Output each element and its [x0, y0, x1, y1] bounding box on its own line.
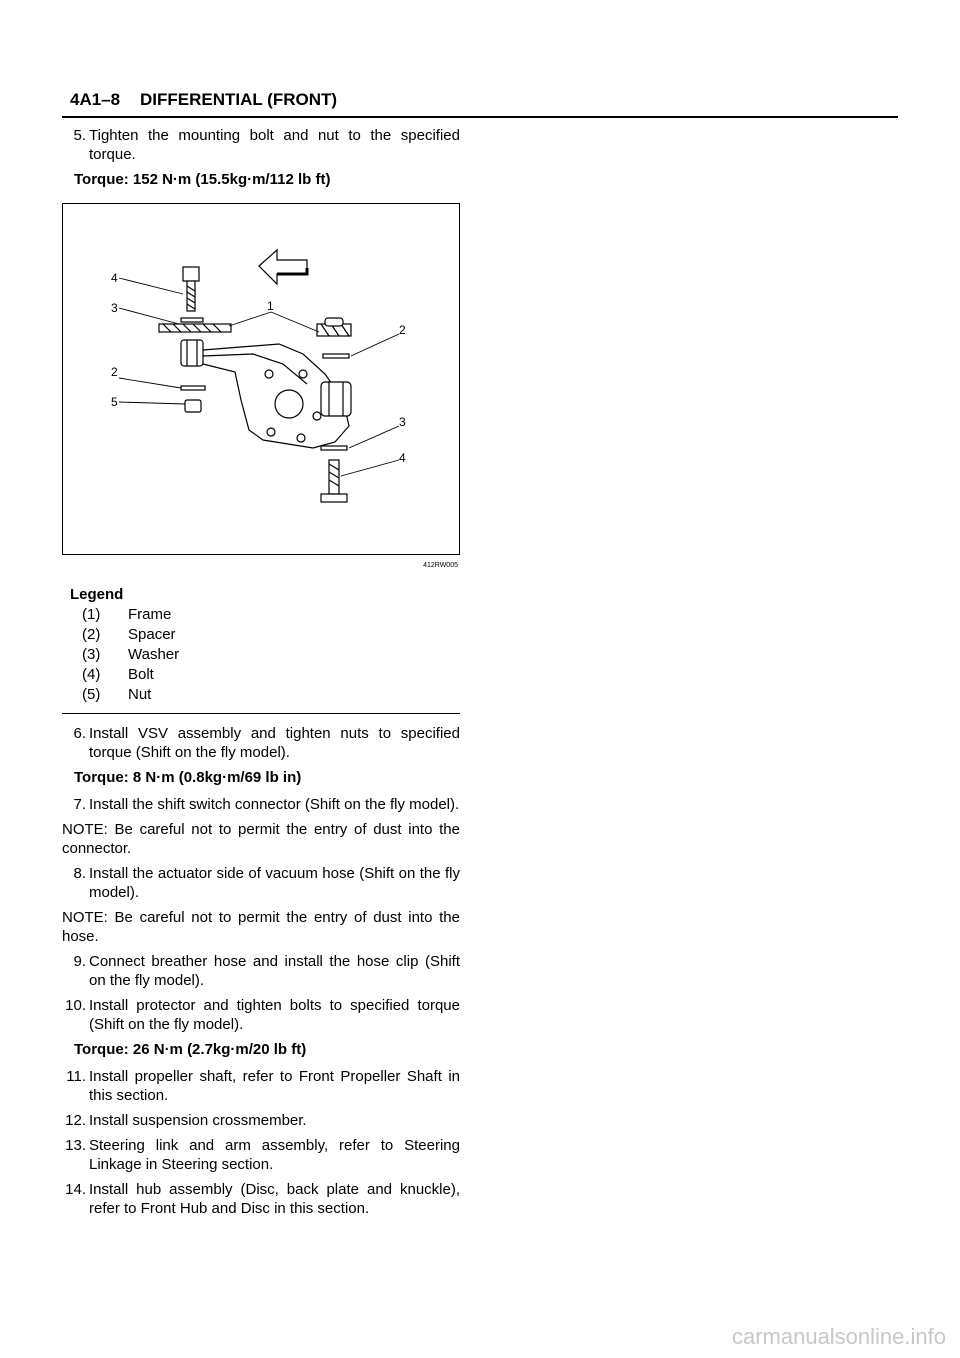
step-number: 9.	[73, 953, 86, 970]
mounting-illustration	[63, 204, 459, 554]
step-10	[62, 996, 460, 1034]
step-text: Tighten the mounting bolt and nut to the specified torque.	[89, 127, 460, 163]
step-7	[62, 795, 460, 814]
legend-key: (5)	[82, 686, 101, 703]
legend-title: Legend	[70, 586, 124, 603]
torque-spec: Torque: 26 N·m (2.7kg·m/20 lb ft)	[74, 1041, 307, 1058]
step-text: Install the shift switch connector (Shift on the fly model).	[89, 796, 460, 813]
legend-item	[70, 665, 460, 685]
step-text: Install the actuator side of vacuum hose (Shift on the fly model).	[89, 865, 460, 901]
callout-2-right: 2	[399, 323, 406, 337]
note: NOTE: Be careful not to permit the entry of dust into the hose.	[62, 909, 460, 945]
step-text: Install protector and tighten bolts to specified torque (Shift on the fly model).	[89, 997, 460, 1033]
step-number: 5.	[73, 127, 86, 144]
figure-id: 412RW005	[423, 562, 458, 569]
legend-label: Nut	[128, 686, 152, 703]
step-12	[62, 1111, 460, 1130]
legend-label: Frame	[128, 606, 172, 623]
step-number: 13.	[65, 1137, 86, 1154]
step-number: 11.	[66, 1068, 86, 1085]
step-11	[62, 1067, 460, 1105]
step-number: 10.	[65, 997, 86, 1014]
content-column	[62, 126, 460, 1224]
legend-label: Spacer	[128, 626, 176, 643]
legend-key: (1)	[82, 606, 101, 623]
legend-item	[70, 685, 460, 705]
callout-5-left: 5	[111, 395, 118, 409]
legend	[70, 585, 460, 705]
note: NOTE: Be careful not to permit the entry of dust into the connector.	[62, 821, 460, 857]
step-number: 7.	[73, 796, 86, 813]
callout-4-left: 4	[111, 271, 118, 285]
section-code: 4A1–8	[70, 90, 121, 109]
step-text: Install hub assembly (Disc, back plate and knuckle), refer to Front Hub and Disc in this section.	[89, 1181, 460, 1217]
step-14	[62, 1180, 460, 1218]
step-number: 12.	[65, 1112, 86, 1129]
callout-4-right: 4	[399, 451, 406, 465]
step-8	[62, 864, 460, 902]
legend-key: (2)	[82, 626, 101, 643]
step-9	[62, 952, 460, 990]
step-text: Install VSV assembly and tighten nuts to specified torque (Shift on the fly model).	[89, 725, 460, 761]
step-text: Steering link and arm assembly, refer to Steering Linkage in Steering section.	[89, 1137, 460, 1173]
exploded-diagram	[62, 203, 460, 555]
torque-spec: Torque: 152 N·m (15.5kg·m/112 lb ft)	[74, 171, 331, 188]
legend-key: (4)	[82, 666, 101, 683]
step-text: Install propeller shaft, refer to Front Propeller Shaft in this section.	[89, 1068, 460, 1104]
step-text: Connect breather hose and install the hose clip (Shift on the fly model).	[89, 953, 460, 989]
step-5	[62, 126, 460, 164]
callout-2-left: 2	[111, 365, 118, 379]
legend-key: (3)	[82, 646, 101, 663]
legend-item	[70, 625, 460, 645]
page-title: DIFFERENTIAL (FRONT)	[140, 90, 338, 109]
step-number: 14.	[65, 1181, 86, 1198]
step-13	[62, 1136, 460, 1174]
legend-item	[70, 605, 460, 625]
callout-3-right: 3	[399, 415, 406, 429]
step-number: 6.	[73, 725, 86, 742]
step-6	[62, 724, 460, 762]
legend-label: Bolt	[128, 666, 154, 683]
step-number: 8.	[73, 865, 86, 882]
step-text: Install suspension crossmember.	[89, 1112, 307, 1129]
callout-1: 1	[267, 299, 274, 313]
callout-3-left: 3	[111, 301, 118, 315]
legend-item	[70, 645, 460, 665]
torque-spec: Torque: 8 N·m (0.8kg·m/69 lb in)	[74, 769, 302, 786]
page-header	[62, 88, 898, 118]
legend-label: Washer	[128, 646, 180, 663]
watermark: carmanualsonline.info	[731, 1324, 946, 1349]
divider	[62, 713, 460, 714]
